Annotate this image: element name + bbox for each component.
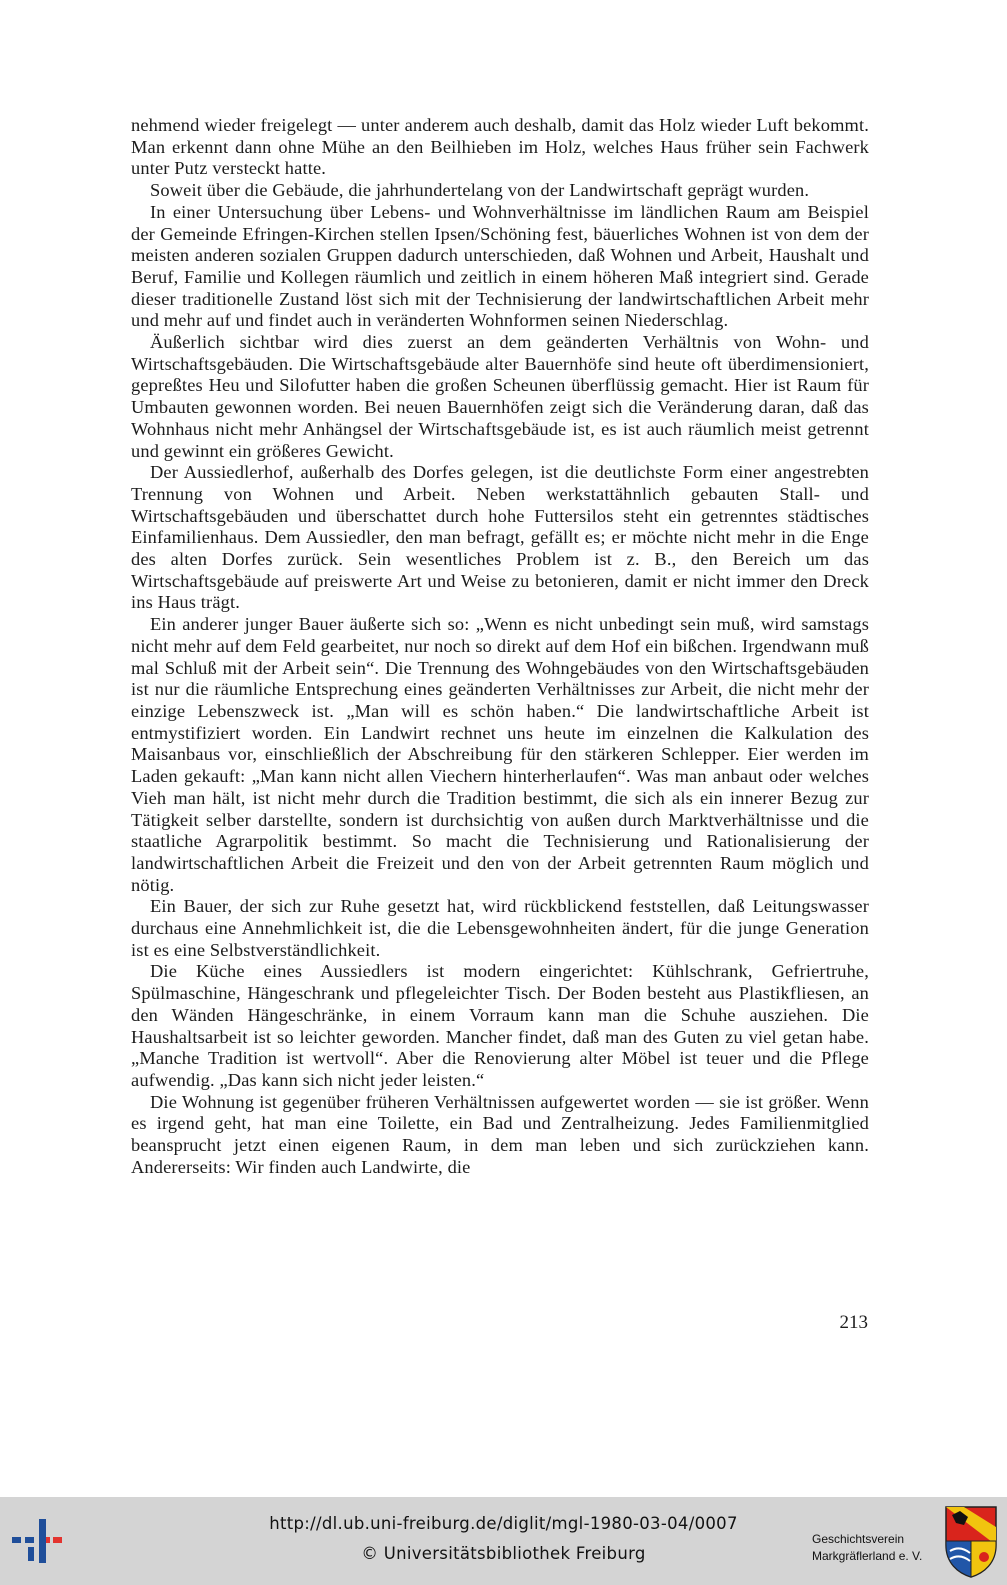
page-number: 213 — [839, 1312, 868, 1333]
paragraph: Die Wohnung ist gegenüber früheren Verhältnissen aufgewertet worden — sie ist größer. Wenn es irgend geht, hat man eine Toilette, ein Bad und Zentralheizung. Jedes Familienmitglied beansprucht jetzt einen eigenen Raum, in dem man leben und sich zurückziehen kann. Andererseits: Wir finden auch Landwirte, die — [131, 1091, 869, 1177]
footer-bar — [0, 1497, 1007, 1585]
body-text — [131, 115, 869, 1178]
society-name — [812, 1531, 922, 1565]
paragraph: Die Küche eines Aussiedlers ist modern eingerichtet: Kühlschrank, Gefriertruhe, Spülmaschine, Hängeschrank und pflegeleichter Tisch. Der Boden besteht aus Plastikfliesen, an den Wänden Hängeschränke, in einem Vorraum kann man die Schuhe ausziehen. Die Haushaltsarbeit ist so leichter geworden. Mancher findet, daß man des Guten zu viel getan habe. „Manche Tradition ist wertvoll“. Aber die Renovierung alter Möbel ist teuer und die Pflege aufwendig. „Das kann sich nicht jeder leisten.“ — [131, 961, 869, 1090]
copyright-notice: © Universitätsbibliothek Freiburg — [361, 1544, 646, 1563]
paragraph: Äußerlich sichtbar wird dies zuerst an dem geänderten Verhältnis von Wohn- und Wirtschaftsgebäuden. Die Wirtschaftsgebäude alter Bauernhöfe sind heute oft überdimensioniert, gepreßtes Heu und Silofutter haben die großen Scheunen überflüssig gemacht. Hier ist Raum für Umbauten gewonnen worden. Bei neuen Bauernhöfen zeigt sich die Veränderung daran, daß das Wohnhaus nicht mehr Anhängsel der Wirtschaftsgebäude ist, es ist auch räumlich meist getrennt und gewinnt ein größeres Gewicht. — [131, 332, 869, 461]
paragraph: Soweit über die Gebäude, die jahrhundertelang von der Landwirtschaft geprägt wurden. — [150, 180, 810, 201]
society-line-2: Markgräflerland e. V. — [812, 1549, 923, 1563]
document-url[interactable]: http://dl.ub.uni-freiburg.de/diglit/mgl-1980-03-04/0007 — [269, 1514, 738, 1533]
coat-of-arms-icon — [944, 1505, 998, 1579]
society-line-1: Geschichtsverein — [812, 1532, 905, 1546]
paragraph: In einer Untersuchung über Lebens- und Wohnverhältnisse im ländlichen Raum am Beispiel der Gemeinde Efringen-Kirchen stellen Ipsen/Schöning fest, bäuerliches Wohnen ist von dem der meisten anderen sozialen Gruppen dadurch unterschieden, daß Wohnen und Arbeit, Haushalt und Beruf, Familie und Kollegen räumlich und zeitlich in einem höheren Maß integriert sind. Gerade dieser traditionelle Zustand löst sich mit der Technisierung der landwirtschaftlichen Arbeit mehr und mehr auf und findet auch in veränderten Wohnformen seinen Niederschlag. — [131, 201, 869, 331]
paragraph: Der Aussiedlerhof, außerhalb des Dorfes gelegen, ist die deutlichste Form einer angestrebten Trennung von Wohnen und Arbeit. Neben werkstattähnlich gebauten Stall- und Wirtschaftsgebäuden und überschattet durch hohe Futtersilos steht ein getrenntes städtisches Einfamilienhaus. Dem Aussiedler, den man befragt, gefällt es; er möchte nicht mehr in die Enge des alten Dorfes zurück. Sein wesentliches Problem ist z. B., den Bereich um das Wirtschaftsgebäude auf preiswerte Art und Weise zu betonieren, damit er nicht immer den Dreck ins Haus trägt. — [131, 462, 869, 613]
paragraph: Ein Bauer, der sich zur Ruhe gesetzt hat, wird rückblickend feststellen, daß Leitungswasser durchaus eine Annehmlichkeit ist, die die Lebensgewohnheiten ändert, für die junge Generation ist es eine Selbstverständlichkeit. — [131, 896, 869, 960]
paragraph: Ein anderer junger Bauer äußerte sich so: „Wenn es nicht unbedingt sein muß, wird samstags nicht mehr auf dem Feld gearbeitet, nur noch so direkt auf dem Hof ein bißchen. Irgendwann muß mal Schluß mit der Arbeit sein“. Die Trennung des Wohngebäudes von den Wirtschaftsgebäuden ist nur die räumliche Entsprechung eines geänderten Verhältnisses zur Arbeit, die nicht mehr der einzige Lebenszweck ist. „Man will es schön haben.“ Die landwirtschaftliche Arbeit ist entmystifiziert worden. Ein Landwirt rechnet uns heute im einzelnen die Kalkulation des Maisanbaus vor, einschließlich der Abschreibung für den stärkeren Schlepper. Eier werden im Laden gekauft: „Man kann nicht allen Viechern hinterherlaufen“. Was man anbaut oder welches Vieh man hält, ist nicht mehr durch die Tradition bestimmt, die sich als ein innerer Bezug zur Tätigkeit selber darstellte, sondern ist durchsichtig von außen durch Marktverhältnisse und die staatliche Agrarpolitik bestimmt. So macht die Technisierung und Rationalisierung der landwirtschaftlichen Arbeit die Freizeit und den von der Arbeit getrennten Raum möglich und nötig. — [131, 614, 869, 895]
paragraph: nehmend wieder freigelegt — unter anderem auch deshalb, damit das Holz wieder Luft bekommt. Man erkennt dann ohne Mühe an den Beilhieben im Holz, welches Haus früher sein Fachwerk unter Putz versteckt hatte. — [131, 115, 869, 179]
